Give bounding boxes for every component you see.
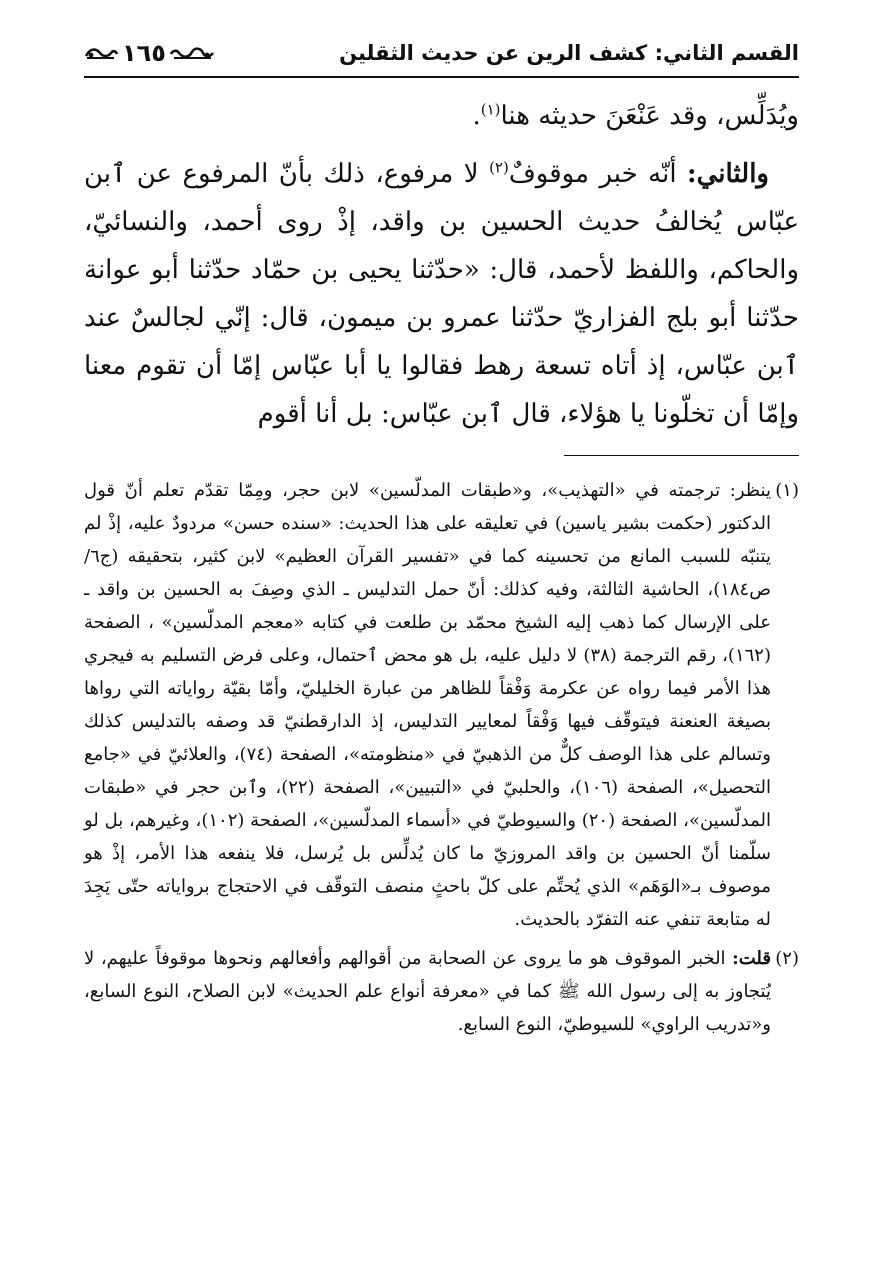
page-number-block bbox=[84, 39, 214, 67]
running-header bbox=[84, 30, 799, 76]
footnote-1-text: ينظر: ترجمته في «التهذيب»، و«طبقات المدلّسين» لابن حجر، ومِمّا تقدّم تعلم أنّ قول الدكتور (حكمت بشير ياسين) في تعليقه على هذا الحديث: «سنده حسن» مردودٌ عليه، إذْ لم يتنبّه للسبب المانع من تحسينه كما في «تفسير القرآن العظيم» لابن كثير، بتحقيقه (ج٦/ ص١٨٤)، الحاشية الثالثة، وفيه كذلك: أنّ حمل التدليس ـ الذي وصِفَ به الحسين بن واقد ـ على الإرسال كما ذهب إليه الشيخ محمّد بن طلعت في كتابه «معجم المدلّسين» ، الصفحة (١٦٢)، رقم الترجمة (٣٨) لا دليل عليه، بل هو محض ٱحتمال، وعلى فرض التسليم به فيجري هذا الأمر فيما رواه عن عكرمة وَفْقاً للظاهر من عبارة الخليليّ، وأمّا بقيّة رواياته التي رواها بصيغة العنعنة فيتوقّف فيها وَفْقاً لمعايير التدليس، إذ الدارقطنيّ قد وصفه بالتدليس كذلك وتسالم على هذا الوصف كلٌّ من الذهبيّ في «منظومته»، الصفحة (٧٤)، والعلائيّ في «جامع التحصيل»، الصفحة (١٠٦)، والحلبيّ في «التبيين»، الصفحة (٢٢)، وٱبن حجر في «طبقات المدلّسين»، الصفحة (٢٠) والسيوطيّ في «أسماء المدلّسين»، الصفحة (١٠٢)، وغيرهم، بل لو سلّمنا أنّ الحسين بن واقد المروزيّ ما كان يُدلِّس بل يُرسل، فلا ينفعه هذا الأمر، إذْ هو موصوف بـ«الوَهَم» الذي يُحتِّم على كلّ باحثٍ منصف التوقّف في الاحتجاج برواياته حتّى يَجِدَ له متابعة تنفي عنه التفرّد بالحديث. bbox=[84, 480, 772, 930]
ornament-right-icon bbox=[170, 45, 214, 61]
footnote-1 bbox=[84, 474, 799, 936]
page-number: ١٦٥ bbox=[122, 39, 166, 67]
paragraph-1: ويُدَلِّس، وقد عَنْعَنَ حديثه هنا$^{(١)}$. bbox=[472, 100, 799, 131]
footnote-2 bbox=[84, 942, 799, 1041]
footnote-2-text: الخبر الموقوف هو ما يروى عن الصحابة من أقوالهم وأفعالهم ونحوها موقوفاً عليهم، لا يُتجاوز به إلى رسول الله ﷺ كما في «معرفة أنواع علم الحديث» لابن الصلاح، النوع السابع، و«تدريب الراوي» للسيوطيّ، النوع السابع. bbox=[84, 948, 771, 1035]
footnote-ref-1[interactable]: (١) bbox=[480, 100, 501, 119]
footnote-ref-2[interactable]: (٢) bbox=[489, 158, 509, 177]
paragraph-2-lead: والثاني: bbox=[687, 159, 769, 189]
header-rule bbox=[84, 76, 799, 78]
footnote-separator bbox=[564, 455, 799, 456]
footnote-1-marker: (١) bbox=[775, 480, 799, 501]
ornament-left-icon bbox=[84, 45, 118, 61]
footnote-2-marker: (٢) bbox=[775, 948, 799, 969]
main-text bbox=[84, 92, 799, 438]
paragraph-2: والثاني: أنّه خبر موقوفٌ$^{(٢)}$ لا مرفوع، ذلك بأنّ المرفوع عن ٱبن عبّاس يُخالفُ حديث الحسين بن واقد، إذْ روى أحمد، والنسائيّ، والحاكم، واللفظ لأحمد، قال: «حدّثنا يحيى بن حمّاد حدّثنا أبو عوانة حدّثنا أبو بلج الفزاريّ حدّثنا عمرو بن ميمون، قال: إنّي لجالسٌ عند ٱبن عبّاس، إذ أتاه تسعة رهط فقالوا يا أبا عبّاس إمّا أن تقوم معنا وإمّا أن تخلّونا يا هؤلاء، قال ٱبن عبّاس: بل أنا أقوم bbox=[84, 158, 799, 429]
header-title: القسم الثاني: كشف الرين عن حديث الثقلين bbox=[339, 41, 799, 65]
footnote-2-lead: قلت: bbox=[732, 948, 771, 969]
footnotes bbox=[84, 474, 799, 1041]
